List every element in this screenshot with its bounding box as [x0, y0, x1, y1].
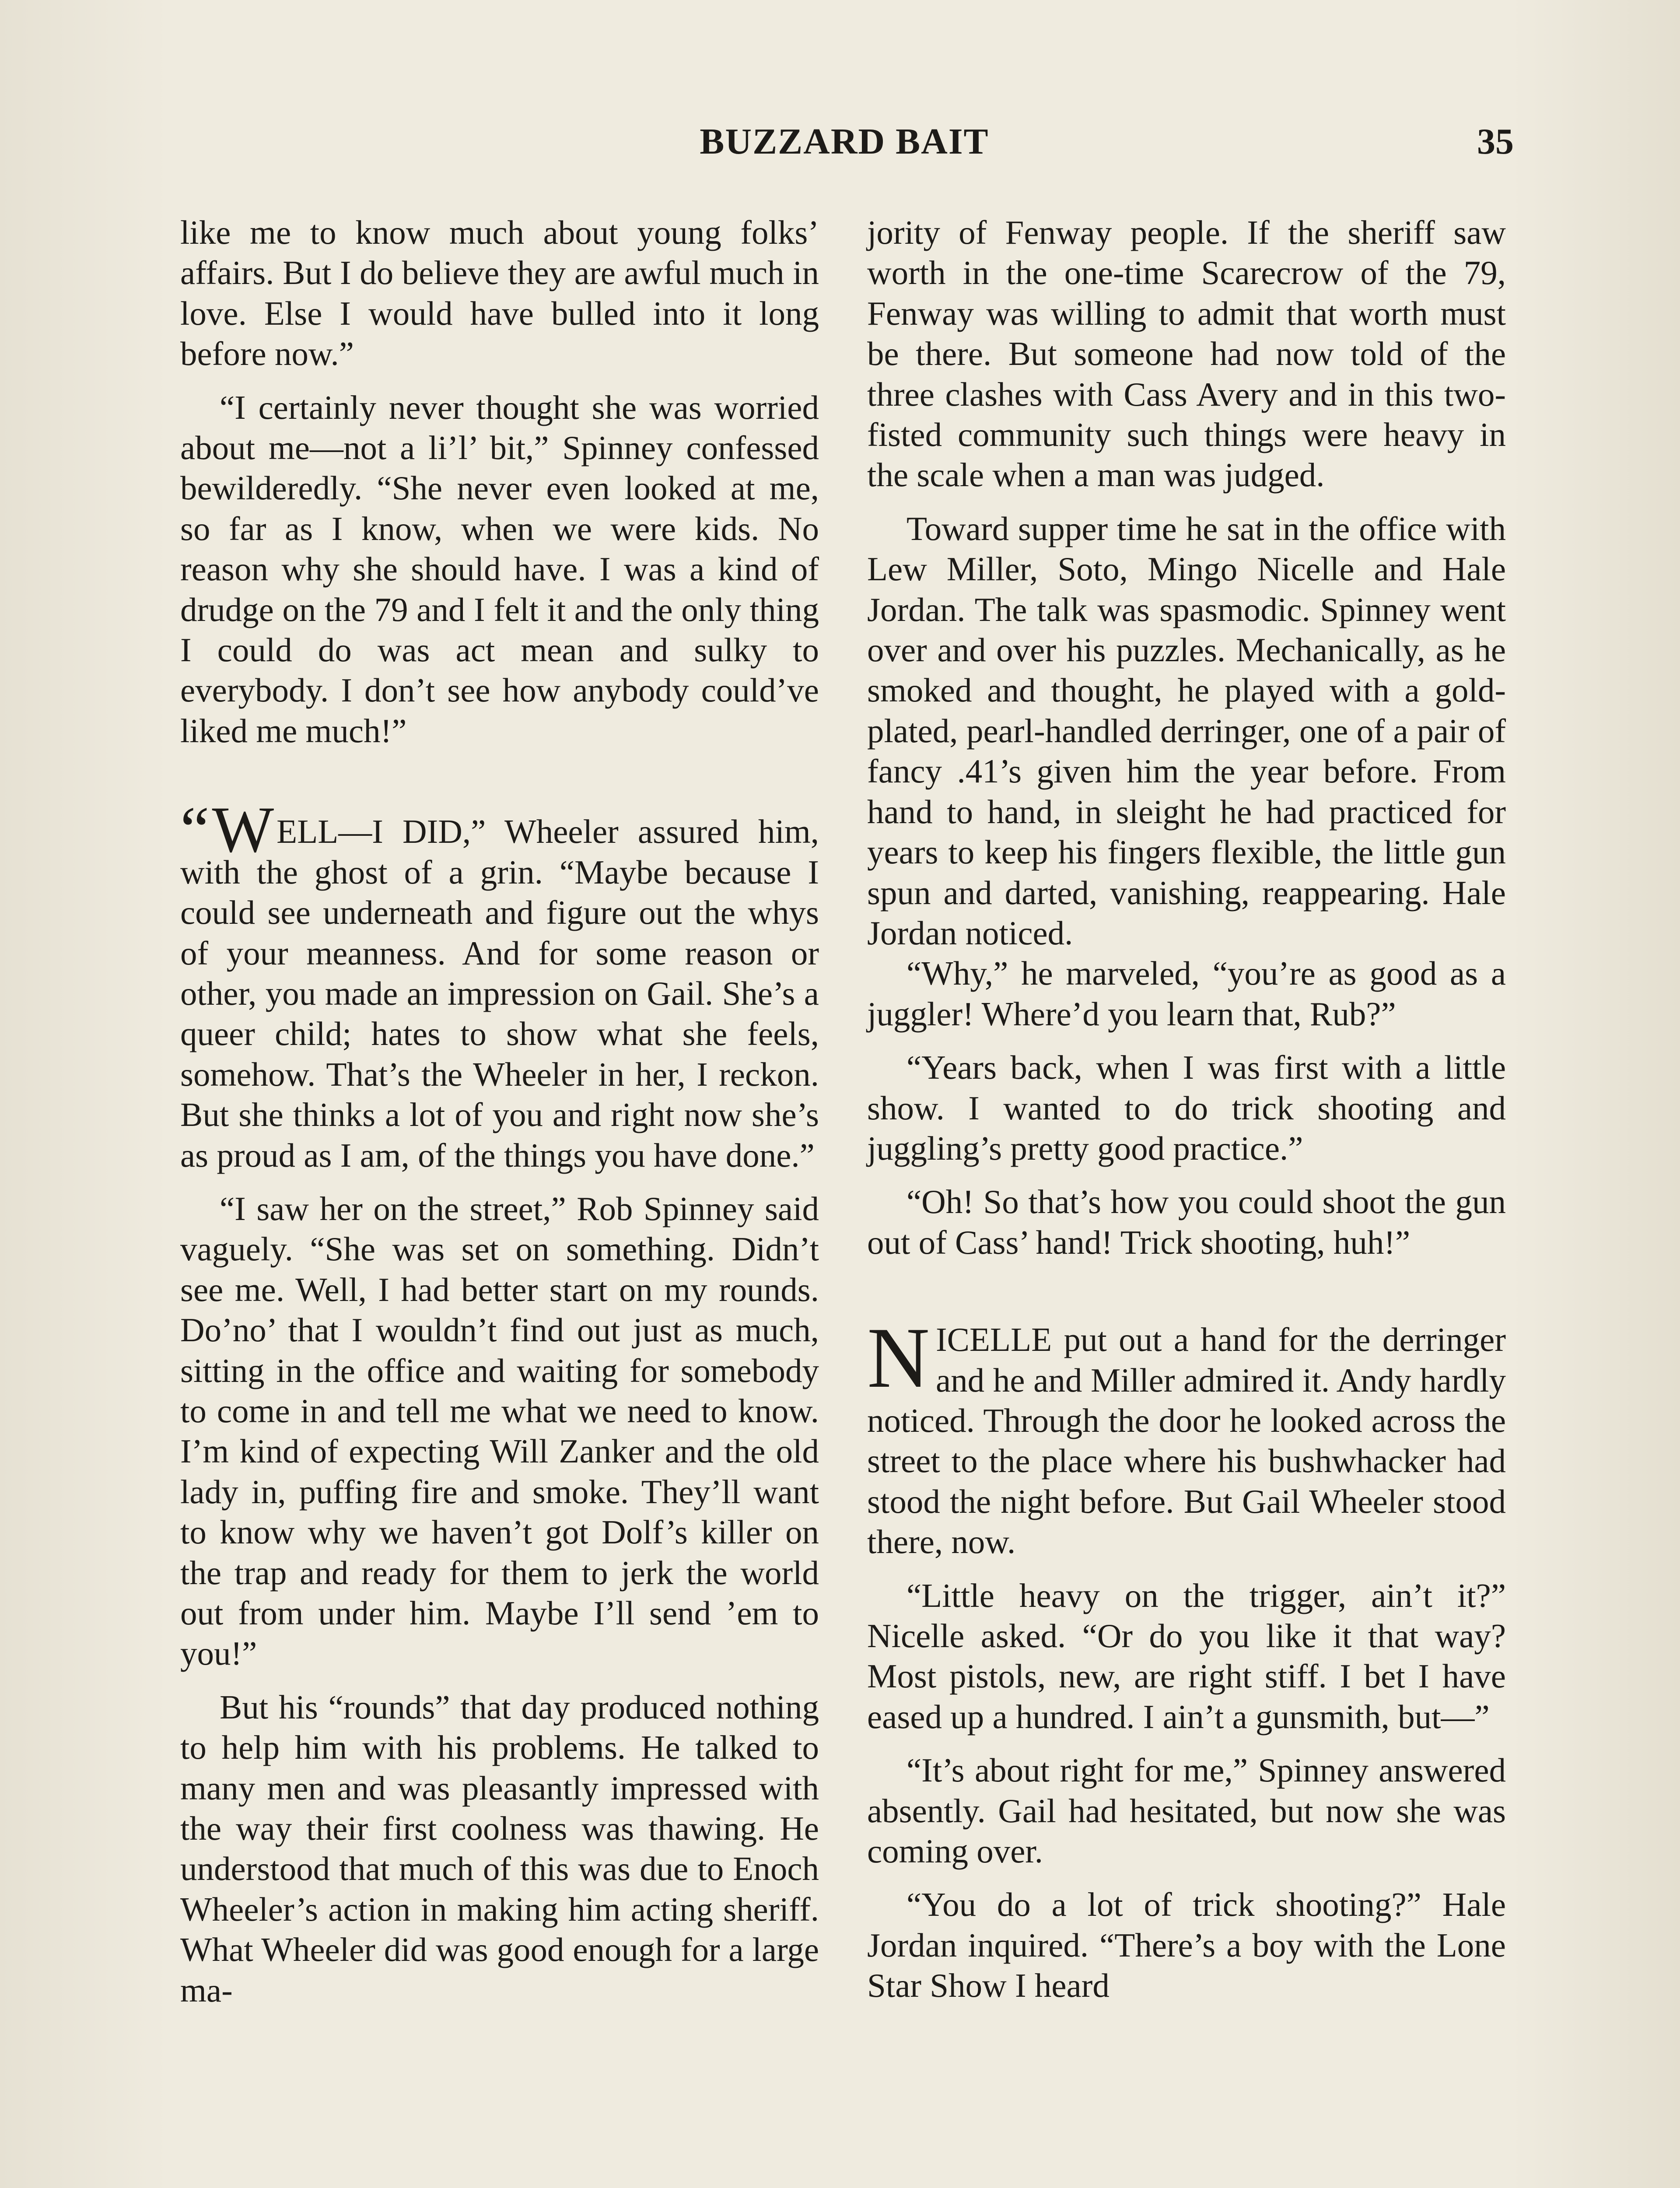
- paragraph-text: ELL—I DID,” Wheeler assured him, with the ghost of a grin. “Maybe because I could see underneath and figure out the whys of your meanness. And for some reason or other, you made an impression on Gail. She’s a queer child; hates to show what she feels, somehow. That’s the Wheeler in her, I reckon. But she thinks a lot of you and right now she’s as proud as I am, of the things you have done.”: [180, 813, 819, 1174]
- paragraph: “Why,” he marveled, “you’re as good as a juggler! Where’d you learn that, Rub?”: [867, 954, 1506, 1033]
- running-head: [175, 120, 1514, 168]
- right-column: [867, 212, 1506, 2188]
- paragraph: Toward supper time he sat in the office with Lew Miller, Soto, Mingo Nicelle and Hale Jordan. The talk was spasmodic. Spinney went over and over his puzzles. Mechanically, as he smoked and thought, he played with a gold-plated, pearl-handled derringer, one of a pair of fancy .41’s given him the year before. From hand to hand, in sleight he had practiced for years to keep his fingers flexible, the little gun spun and darted, vanishing, reappearing. Hale Jordan noticed.: [867, 509, 1506, 952]
- paragraph: “Years back, when I was first with a little show. I wanted to do trick shooting and juggling’s pretty good practice.”: [867, 1048, 1506, 1167]
- paragraph: “I saw her on the street,” Rob Spinney said vaguely. “She was set on something. Didn’t see me. Well, I had better start on my rounds. Do’no’ that I wouldn’t find out just as much, sitting in the office and waiting for somebody to come in and tell me what we need to know. I’m kind of expecting Will Zanker and the old lady in, puffing fire and smoke. They’ll want to know why we haven’t got Dolf’s killer on the trap and ready for them to jerk the world out from under him. Maybe I’ll send ’em to you!”: [180, 1189, 819, 1673]
- left-column: [180, 212, 819, 2188]
- page-number: 35: [1477, 121, 1514, 162]
- paragraph: But his “rounds” that day produced nothing to help him with his problems. He talked to many men and was pleasantly impressed with the way their first coolness was thawing. He understood that much of this was due to Enoch Wheeler’s action in making him acting sheriff. What Wheeler did was good enough for a large ma-: [180, 1688, 819, 2009]
- drop-cap: W: [212, 793, 274, 866]
- paragraph: “I certainly never thought she was worried about me—not a li’l’ bit,” Spinney confessed bewilderedly. “She never even looked at me, so far as I know, when we were kids. No reason why she should have. I was a kind of drudge on the 79 and I felt it and the only thing I could do was act mean and sulky to everybody. I don’t see how anybody could’ve liked me much!”: [180, 388, 819, 750]
- paragraph: “It’s about right for me,” Spinney answered absently. Gail had hesitated, but now she was coming over.: [867, 1751, 1506, 1870]
- paragraph: “You do a lot of trick shooting?” Hale Jordan inquired. “There’s a boy with the Lone Star Show I heard: [867, 1886, 1506, 2005]
- story-title: BUZZARD BAIT: [700, 121, 989, 162]
- section-paragraph: [180, 793, 819, 1175]
- drop-quote: “: [180, 793, 210, 866]
- paragraph: “Little heavy on the trigger, ain’t it?” Nicelle asked. “Or do you like it that way? Most pistols, new, are right stiff. I bet I have eased up a hundred. I ain’t a gunsmith, but—”: [867, 1576, 1506, 1736]
- paragraph: like me to know much about young folks’ affairs. But I do believe they are awful much in love. Else I would have bulled into it long before now.”: [180, 214, 819, 373]
- drop-cap: N: [867, 1310, 930, 1406]
- paragraph: jority of Fenway people. If the sheriff saw worth in the one-time Scarecrow of the 79, Fenway was willing to admit that worth must be there. But someone had now told of the three clashes with Cass Avery and in this two-fisted community such things were heavy in the scale when a man was judged.: [867, 214, 1506, 494]
- paragraph-text: ICELLE put out a hand for the derringer and he and Miller admired it. Andy hardly noticed. Through the door he looked across the street to the place where his bushwhacker had stood the night before. But Gail Wheeler stood there, now.: [867, 1321, 1506, 1561]
- section-paragraph: [867, 1310, 1506, 1562]
- paragraph: “Oh! So that’s how you could shoot the gun out of Cass’ hand! Trick shooting, huh!”: [867, 1183, 1506, 1261]
